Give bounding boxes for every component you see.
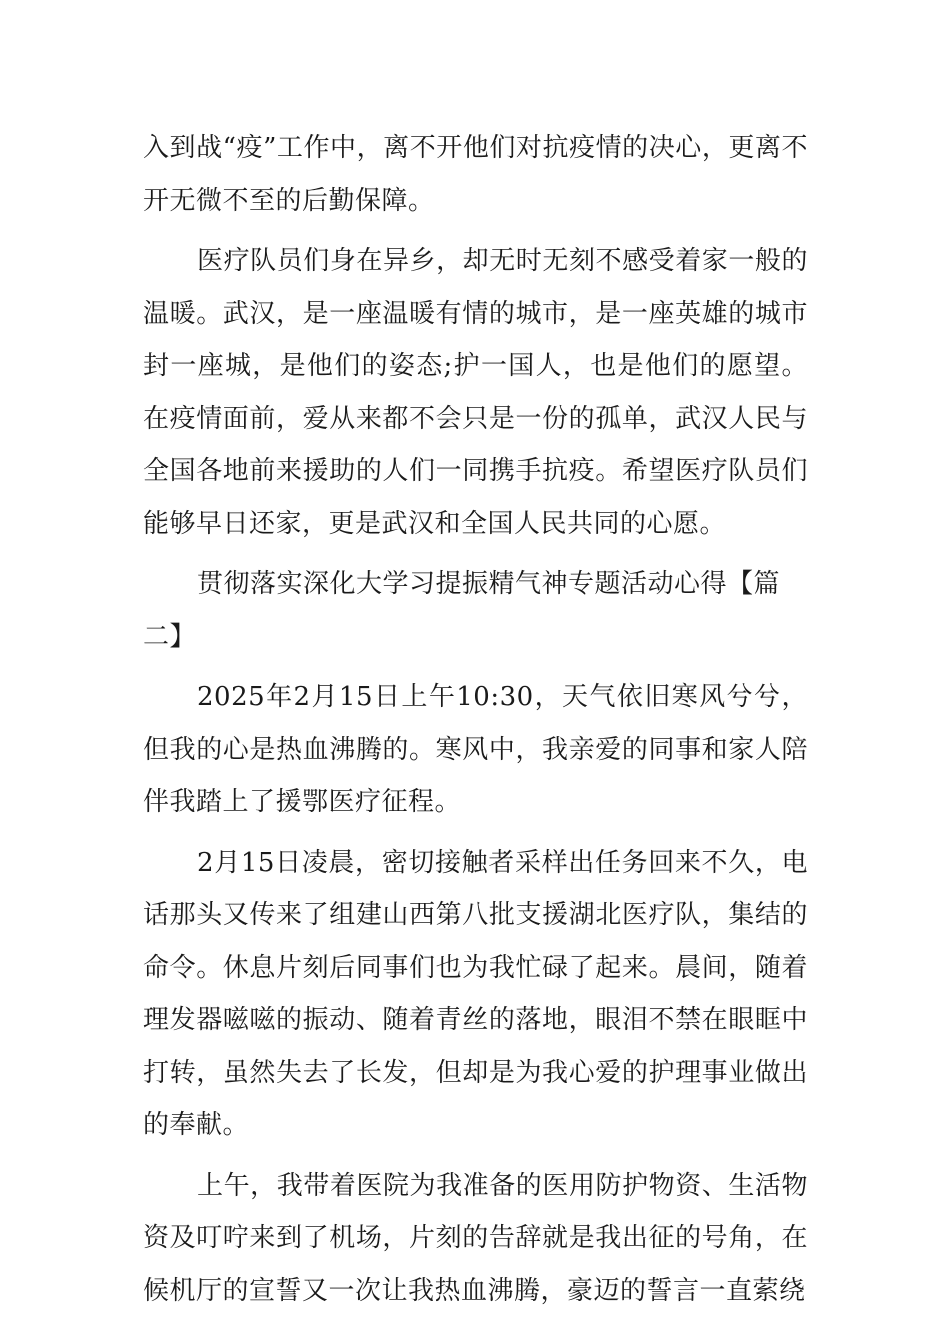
- section-heading: 贯彻落实深化大学习提振精气神专题活动心得【篇二】: [143, 569, 781, 652]
- paragraph-early-morning: 2月15日凌晨，密切接触者采样出任务回来不久，电话那头又传来了组建山西第八批支援湖北医疗队，集结的命令。休息片刻后同事们也为我忙碌了起来。晨间，随着理发器嗞嗞的振动、随着青丝的落地，眼泪不禁在眼眶中打转，虽然失去了长发，但却是为我心爱的护理事业做出的奉献。: [143, 847, 808, 1140]
- document-body: [143, 122, 808, 1325]
- paragraph-airport: 上午，我带着医院为我准备的医用防护物资、生活物资及叮咛来到了机场，片刻的告辞就是我出征的号角，在候机厅的宣誓又一次让我热血沸腾，豪迈的誓言一直萦绕: [143, 1170, 808, 1306]
- paragraph-medical-team: 医疗队员们身在异乡，却无时无刻不感受着家一般的温暖。武汉，是一座温暖有情的城市，是一座英雄的城市封一座城，是他们的姿态;护一国人，也是他们的愿望。在疫情面前，爱从来都不会只是一份的孤单，武汉人民与全国各地前来援助的人们一同携手抗疫。希望医疗队员们能够早日还家，更是武汉和全国人民共同的心愿。: [143, 246, 808, 539]
- paragraph-departure-date: 2025年2月15日上午10:30，天气依旧寒风兮兮，但我的心是热血沸腾的。寒风中，我亲爱的同事和家人陪伴我踏上了援鄂医疗征程。: [143, 682, 808, 817]
- paragraph-continuation: 入到战“疫”工作中，离不开他们对抗疫情的决心，更离不开无微不至的后勤保障。: [143, 133, 808, 216]
